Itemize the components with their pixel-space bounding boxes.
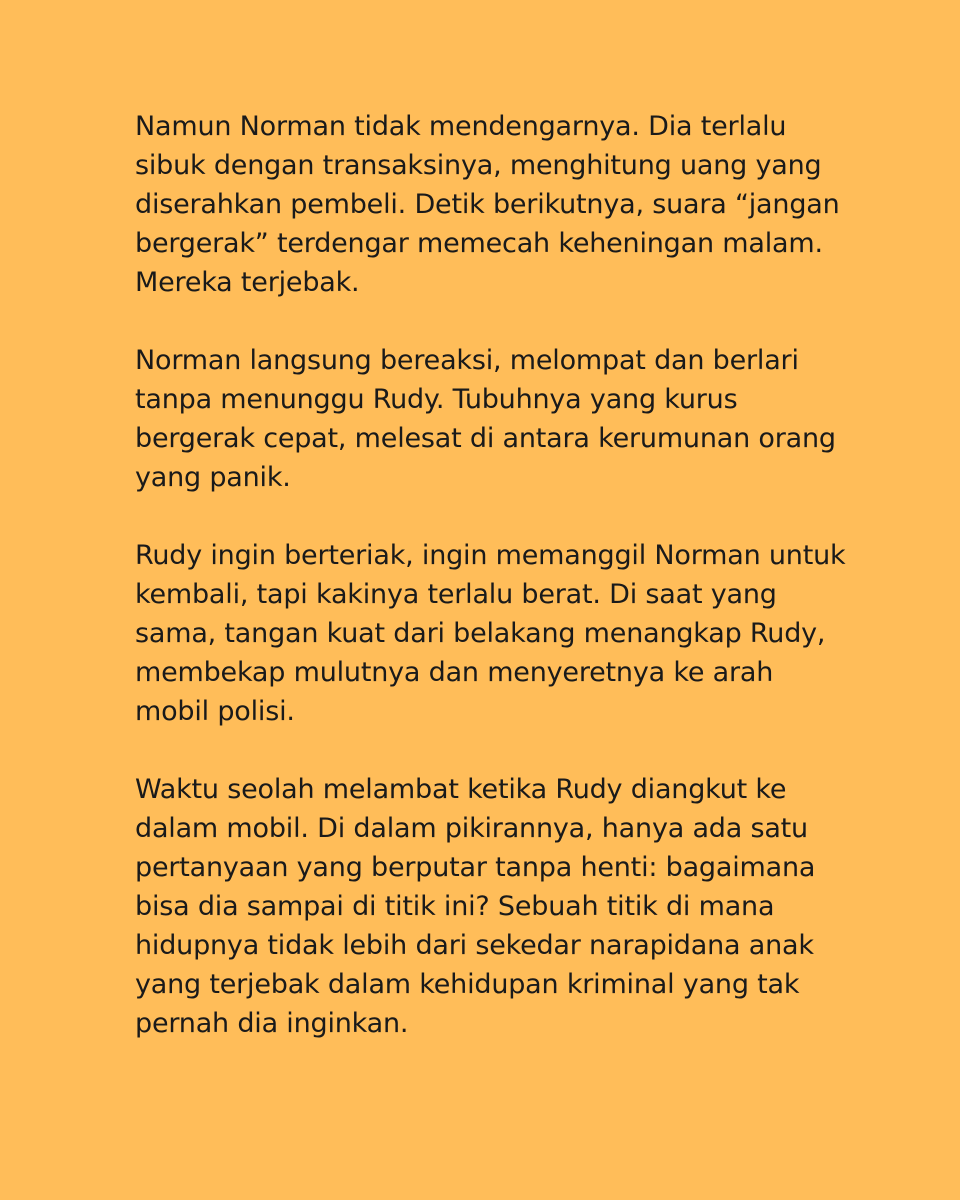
text-line: bergerak cepat, melesat di antara kerumunan orang (135, 423, 836, 454)
paragraph-1 (135, 107, 840, 302)
text-line: Rudy ingin berteriak, ingin memanggil Norman untuk (135, 540, 846, 571)
text-line: Waktu seolah melambat ketika Rudy diangkut ke (135, 774, 787, 805)
story-text (135, 107, 846, 1082)
text-line: yang terjebak dalam kehidupan kriminal yang tak (135, 969, 800, 1000)
text-line: sibuk dengan transaksinya, menghitung uang yang (135, 150, 822, 181)
text-line: Namun Norman tidak mendengarnya. Dia terlalu (135, 111, 787, 142)
text-line: pernah dia inginkan. (135, 1008, 409, 1039)
text-line: pertanyaan yang berputar tanpa henti: bagaimana (135, 852, 816, 883)
text-line: kembali, tapi kakinya terlalu berat. Di saat yang (135, 579, 777, 610)
text-line: bergerak” terdengar memecah keheningan malam. (135, 228, 823, 259)
text-line: mobil polisi. (135, 696, 295, 727)
text-line: hidupnya tidak lebih dari sekedar narapidana anak (135, 930, 814, 961)
text-line: Mereka terjebak. (135, 267, 360, 298)
paragraph-4 (135, 770, 835, 1043)
text-line: Norman langsung bereaksi, melompat dan berlari (135, 345, 799, 376)
text-line: sama, tangan kuat dari belakang menangkap Rudy, (135, 618, 826, 649)
text-line: tanpa menunggu Rudy. Tubuhnya yang kurus (135, 384, 738, 415)
text-line: dalam mobil. Di dalam pikirannya, hanya ada satu (135, 813, 808, 844)
text-line: yang panik. (135, 462, 291, 493)
text-line: bisa dia sampai di titik ini? Sebuah titik di mana (135, 891, 775, 922)
paragraph-2 (135, 341, 835, 497)
text-line: membekap mulutnya dan menyeretnya ke arah (135, 657, 774, 688)
text-line: diserahkan pembeli. Detik berikutnya, suara “jangan (135, 189, 840, 220)
paragraph-3 (135, 536, 846, 731)
